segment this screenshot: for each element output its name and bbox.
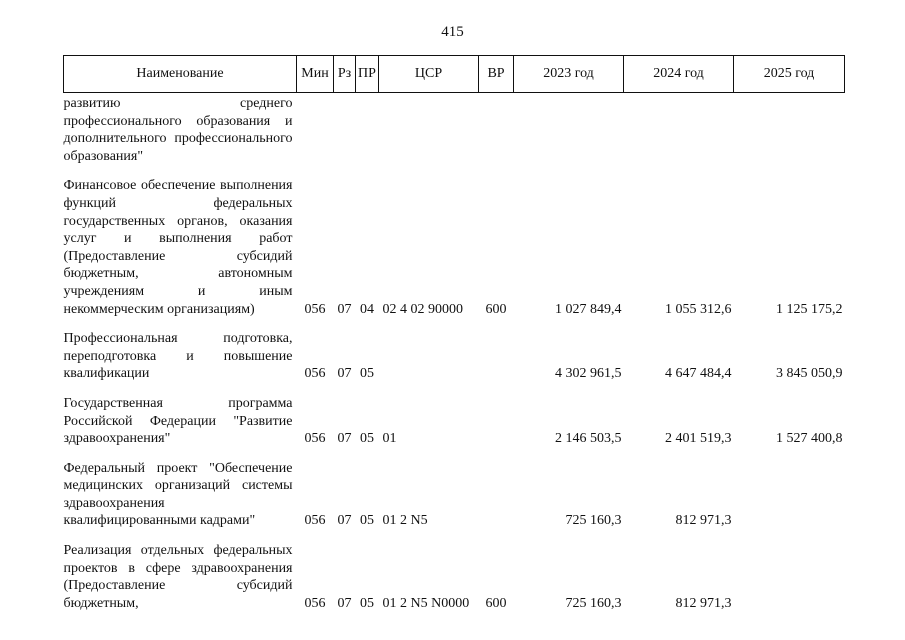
row-rz: 07 — [337, 431, 352, 447]
row-2023: 1 027 849,4 — [555, 301, 622, 317]
row-2025: 3 845 050,9 — [776, 366, 843, 382]
row-csr — [379, 93, 479, 178]
row-name: Реализация отдельных федеральных проектов в сфере здравоохранения (Предоставление субсидий бюджетным, — [63, 543, 293, 611]
row-rz: 07 — [337, 595, 352, 611]
row-pr: 05 — [360, 595, 374, 611]
row-min — [297, 93, 334, 178]
row-rz: 07 — [337, 301, 352, 317]
row-vr: 600 — [485, 595, 507, 611]
row-vr — [479, 460, 514, 542]
row-name: Федеральный проект "Обеспечение медицинских организаций системы здравоохранения квалифицированными кадрами" — [63, 460, 293, 529]
row-2024 — [624, 93, 734, 178]
row-pr — [356, 93, 379, 178]
row-vr — [479, 330, 514, 395]
row-pr: 05 — [360, 431, 374, 447]
row-vr — [479, 395, 514, 460]
table-row — [64, 542, 845, 612]
header-2024: 2024 год — [624, 56, 734, 93]
row-pr: 05 — [360, 513, 374, 529]
header-2025: 2025 год — [734, 56, 845, 93]
table-row — [64, 93, 845, 178]
row-2024: 4 647 484,4 — [665, 366, 732, 382]
row-2024: 1 055 312,6 — [665, 301, 732, 317]
header-vr: ВР — [479, 56, 514, 93]
header-min: Мин — [297, 56, 334, 93]
row-rz: 07 — [337, 366, 352, 382]
row-rz: 07 — [337, 513, 352, 529]
row-2023: 725 160,3 — [565, 513, 622, 529]
budget-table — [63, 55, 845, 612]
row-min: 056 — [304, 431, 326, 447]
row-2025 — [734, 542, 845, 612]
row-name: развитию среднего профессионального образования и дополнительного профессионального образования" — [63, 96, 293, 164]
row-rz — [334, 93, 356, 178]
row-csr: 01 2 N5 N0000 — [382, 595, 470, 611]
row-vr: 600 — [485, 301, 507, 317]
row-2024: 812 971,3 — [675, 595, 732, 611]
row-min: 056 — [304, 513, 326, 529]
row-csr: 02 4 02 90000 — [382, 301, 463, 317]
row-2023: 2 146 503,5 — [555, 431, 622, 447]
row-2025 — [734, 460, 845, 542]
row-2025 — [734, 93, 845, 178]
header-rz: Рз — [334, 56, 356, 93]
row-2024: 812 971,3 — [675, 513, 732, 529]
header-name: Наименование — [64, 56, 297, 93]
row-pr: 04 — [360, 301, 374, 317]
row-2025: 1 527 400,8 — [776, 431, 843, 447]
row-csr — [379, 330, 479, 395]
row-2025: 1 125 175,2 — [776, 301, 843, 317]
row-2024: 2 401 519,3 — [665, 431, 732, 447]
header-pr: ПР — [356, 56, 379, 93]
table-row — [64, 460, 845, 542]
header-csr: ЦСР — [379, 56, 479, 93]
header-2023: 2023 год — [514, 56, 624, 93]
table-row — [64, 330, 845, 395]
table-row — [64, 177, 845, 330]
row-vr — [479, 93, 514, 178]
row-pr: 05 — [360, 366, 374, 382]
row-2023 — [514, 93, 624, 178]
header-row — [64, 56, 845, 93]
row-2023: 4 302 961,5 — [555, 366, 622, 382]
row-csr: 01 2 N5 — [382, 513, 428, 529]
row-csr: 01 — [382, 431, 397, 447]
row-name: Государственная программа Российской Федерации "Развитие здравоохранения" — [63, 395, 293, 447]
table-row — [64, 395, 845, 460]
row-name: Финансовое обеспечение выполнения функций федеральных государственных органов, оказания услуг и выполнения работ (Предоставление субсидий бюджетным, автономным учреждениям и иным некоммерческим организациям) — [63, 178, 293, 317]
row-min: 056 — [304, 595, 326, 611]
row-2023: 725 160,3 — [565, 595, 622, 611]
row-min: 056 — [304, 301, 326, 317]
page-number: 415 — [441, 24, 464, 40]
row-name: Профессиональная подготовка, переподготовка и повышение квалификации — [63, 331, 293, 382]
row-min: 056 — [304, 366, 326, 382]
